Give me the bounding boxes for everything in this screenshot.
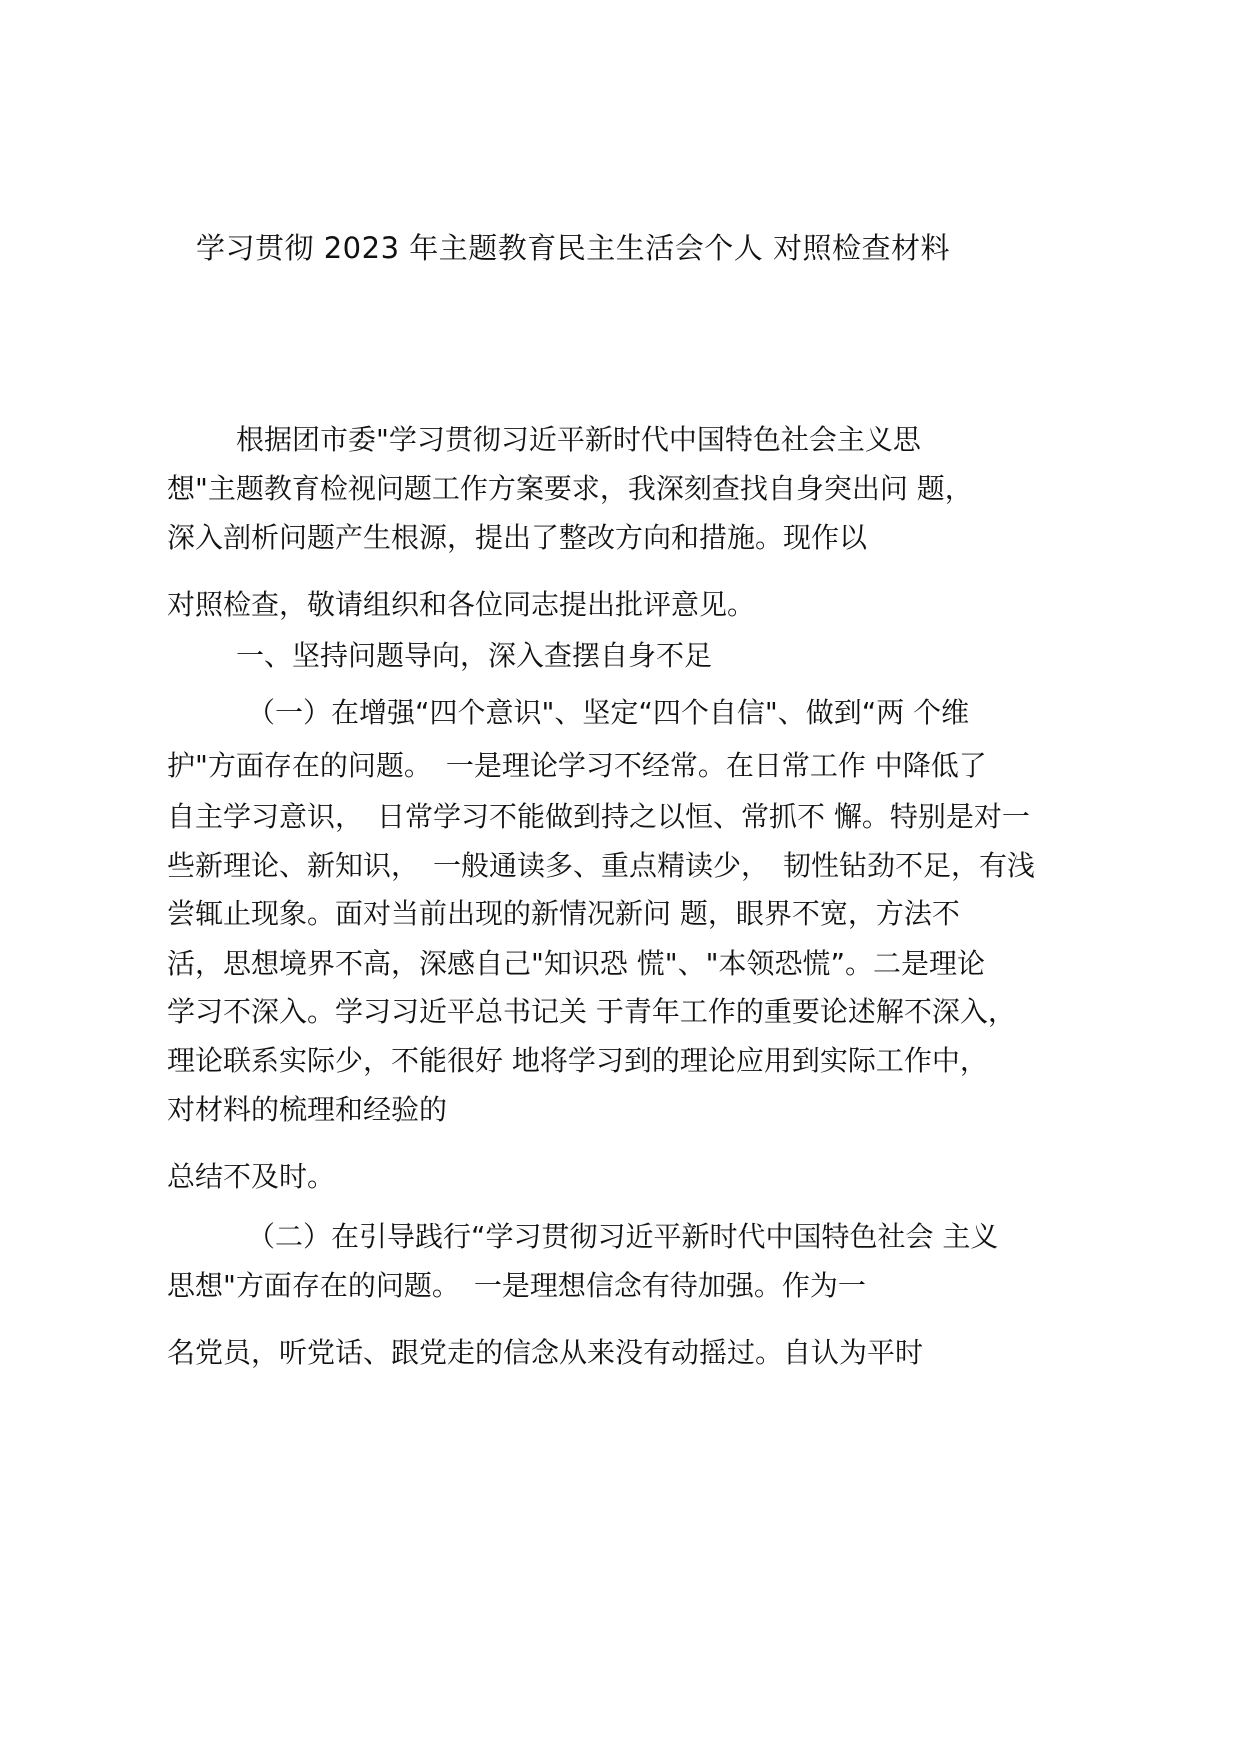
paragraph-line: 尝辄止现象。面对当前出现的新情况新问 题，眼界不宽，方法不 (167, 897, 960, 930)
paragraph-line: 些新理论、新知识， 一般通读多、重点精读少， 韧性钻劲不足，有浅 (167, 849, 1036, 882)
paragraph-line: 对照检查，敬请组织和各位同志提出批评意见。 (167, 588, 756, 621)
subsection-line: （一）在增强“四个意识"、坚定“四个自信"、做到“两 个维 (247, 696, 970, 729)
paragraph-line: 想"主题教育检视问题工作方案要求，我深刻查找自身突出问 题， (167, 472, 973, 505)
paragraph-line: 名党员，听党话、跟党走的信念从来没有动摇过。自认为平时 (167, 1336, 924, 1369)
paragraph-line: 深入剖析问题产生根源，提出了整改方向和措施。现作以 (167, 521, 868, 554)
paragraph-line: 学习不深入。学习习近平总书记关 于青年工作的重要论述解不深入， (167, 995, 1016, 1028)
document-title: 学习贯彻 2023 年主题教育民主生活会个人 对照检查材料 (196, 231, 950, 265)
subsection-line: （二）在引导践行“学习贯彻习近平新时代中国特色社会 主义 (247, 1220, 999, 1253)
section-heading: 一、坚持问题导向，深入查摆自身不足 (236, 639, 713, 672)
paragraph-line: 对材料的梳理和经验的 (167, 1093, 448, 1126)
paragraph-line: 根据团市委"学习贯彻习近平新时代中国特色社会主义思 (236, 423, 921, 456)
paragraph-line: 护"方面存在的问题。 一是理论学习不经常。在日常工作 中降低了 (167, 749, 987, 782)
paragraph-line: 活，思想境界不高，深感自己"知识恐 慌"、"本领恐慌”。二是理论 (167, 947, 986, 980)
paragraph-line: 理论联系实际少，不能很好 地将学习到的理论应用到实际工作中， (167, 1044, 988, 1077)
paragraph-line: 思想"方面存在的问题。 一是理想信念有待加强。作为一 (167, 1269, 866, 1302)
paragraph-line: 自主学习意识， 日常学习不能做到持之以恒、常抓不 懈。特别是对一 (167, 800, 1030, 833)
paragraph-line: 总结不及时。 (167, 1160, 336, 1193)
